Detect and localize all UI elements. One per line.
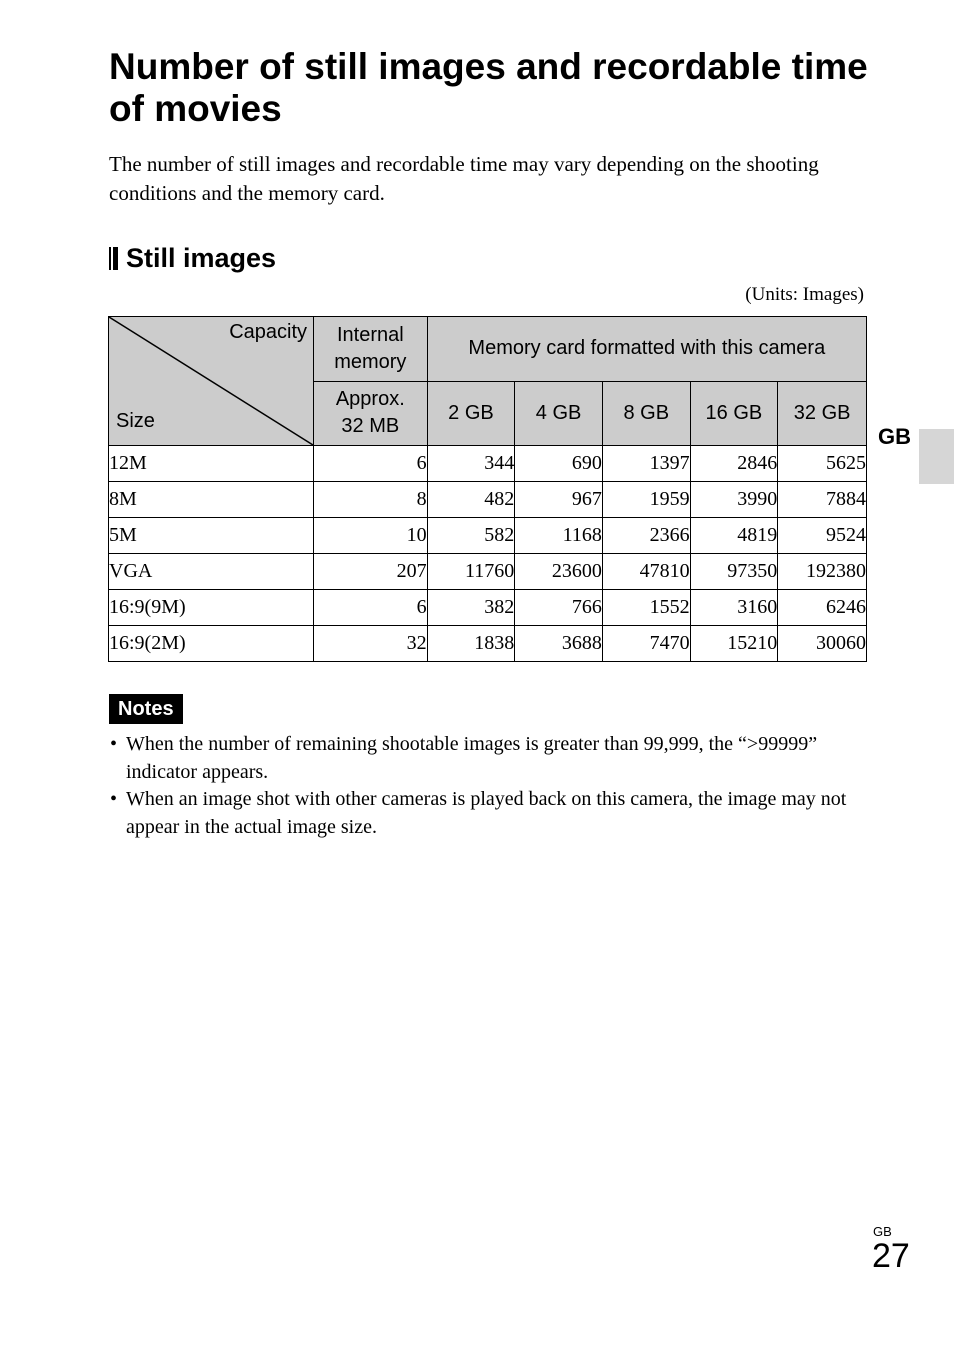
- row-size-label: 16:9(9M): [109, 590, 314, 626]
- table-cell: 97350: [690, 554, 778, 590]
- table-cell: 30060: [778, 626, 867, 662]
- approx-size-header: [314, 381, 428, 446]
- page-title: Number of still images and recordable time of movies: [109, 46, 868, 129]
- table-row: [109, 626, 867, 662]
- table-cell: 23600: [515, 554, 603, 590]
- memory-card-header: Memory card formatted with this camera: [427, 317, 866, 382]
- card-size-header: 2 GB: [427, 381, 515, 446]
- list-item: [109, 786, 869, 841]
- table-cell: 2366: [602, 518, 690, 554]
- size-label: Size: [116, 410, 155, 432]
- table-cell: 47810: [602, 554, 690, 590]
- card-size-header: 4 GB: [515, 381, 603, 446]
- table-cell: 690: [515, 446, 603, 482]
- card-size-header: 16 GB: [690, 381, 778, 446]
- table-row: [109, 482, 867, 518]
- table-cell: 10: [314, 518, 428, 554]
- table-cell: 967: [515, 482, 603, 518]
- table-cell: 9524: [778, 518, 867, 554]
- table-cell: 6246: [778, 590, 867, 626]
- table-cell: 344: [427, 446, 515, 482]
- table-cell: 4819: [690, 518, 778, 554]
- table-cell: 2846: [690, 446, 778, 482]
- table-cell: 3990: [690, 482, 778, 518]
- internal-memory-line2: memory: [334, 350, 407, 373]
- row-size-label: VGA: [109, 554, 314, 590]
- card-size-header: 8 GB: [602, 381, 690, 446]
- corner-header-cell: [109, 317, 314, 446]
- table-cell: 1397: [602, 446, 690, 482]
- card-size-header: 32 GB: [778, 381, 867, 446]
- table-row: [109, 446, 867, 482]
- notes-list: [109, 731, 869, 841]
- table-cell: 7884: [778, 482, 867, 518]
- intro-paragraph: The number of still images and recordable time may vary depending on the shooting conditions and the memory card.: [109, 152, 819, 205]
- table-cell: 32: [314, 626, 428, 662]
- table-cell: 1959: [602, 482, 690, 518]
- table-cell: 1552: [602, 590, 690, 626]
- row-size-label: 12M: [109, 446, 314, 482]
- still-images-capacity-table: [108, 316, 867, 662]
- table-row: [109, 518, 867, 554]
- row-size-label: 8M: [109, 482, 314, 518]
- row-size-label: 5M: [109, 518, 314, 554]
- page-number: 27: [872, 1237, 910, 1275]
- table-cell: 3160: [690, 590, 778, 626]
- approx-line2: 32 MB: [341, 415, 400, 438]
- table-cell: 382: [427, 590, 515, 626]
- table-cell: 766: [515, 590, 603, 626]
- table-cell: 207: [314, 554, 428, 590]
- table-cell: 3688: [515, 626, 603, 662]
- note-text: When an image shot with other cameras is played back on this camera, the image may not appear in the actual image size.: [126, 788, 847, 838]
- table-cell: 192380: [778, 554, 867, 590]
- notes-badge: Notes: [109, 694, 183, 724]
- approx-line1: Approx.: [335, 388, 405, 411]
- table-cell: 15210: [690, 626, 778, 662]
- table-cell: 6: [314, 590, 428, 626]
- table-cell: 7470: [602, 626, 690, 662]
- language-tab: [919, 429, 954, 484]
- table-cell: 1838: [427, 626, 515, 662]
- page-language-code: GB: [873, 1224, 892, 1239]
- internal-memory-line1: Internal: [336, 323, 404, 346]
- units-note: (Units: Images): [745, 284, 864, 305]
- heading-marker-icon: [109, 247, 118, 270]
- capacity-label: Capacity: [229, 321, 307, 343]
- row-size-label: 16:9(2M): [109, 626, 314, 662]
- note-text: When the number of remaining shootable images is greater than 99,999, the “>99999” indicator appears.: [126, 733, 818, 783]
- table-cell: 1168: [515, 518, 603, 554]
- section-heading-text: Still images: [126, 243, 277, 273]
- table-cell: 482: [427, 482, 515, 518]
- table-row: [109, 590, 867, 626]
- table-cell: 6: [314, 446, 428, 482]
- table-cell: 8: [314, 482, 428, 518]
- language-tab-label: GB: [878, 424, 911, 449]
- table-cell: 582: [427, 518, 515, 554]
- table-row: [109, 554, 867, 590]
- list-item: [109, 731, 869, 786]
- internal-memory-header: [314, 317, 428, 382]
- table-cell: 11760: [427, 554, 515, 590]
- bullet-icon: •: [110, 733, 118, 755]
- section-heading: [109, 240, 276, 276]
- table-cell: 5625: [778, 446, 867, 482]
- bullet-icon: •: [110, 788, 118, 810]
